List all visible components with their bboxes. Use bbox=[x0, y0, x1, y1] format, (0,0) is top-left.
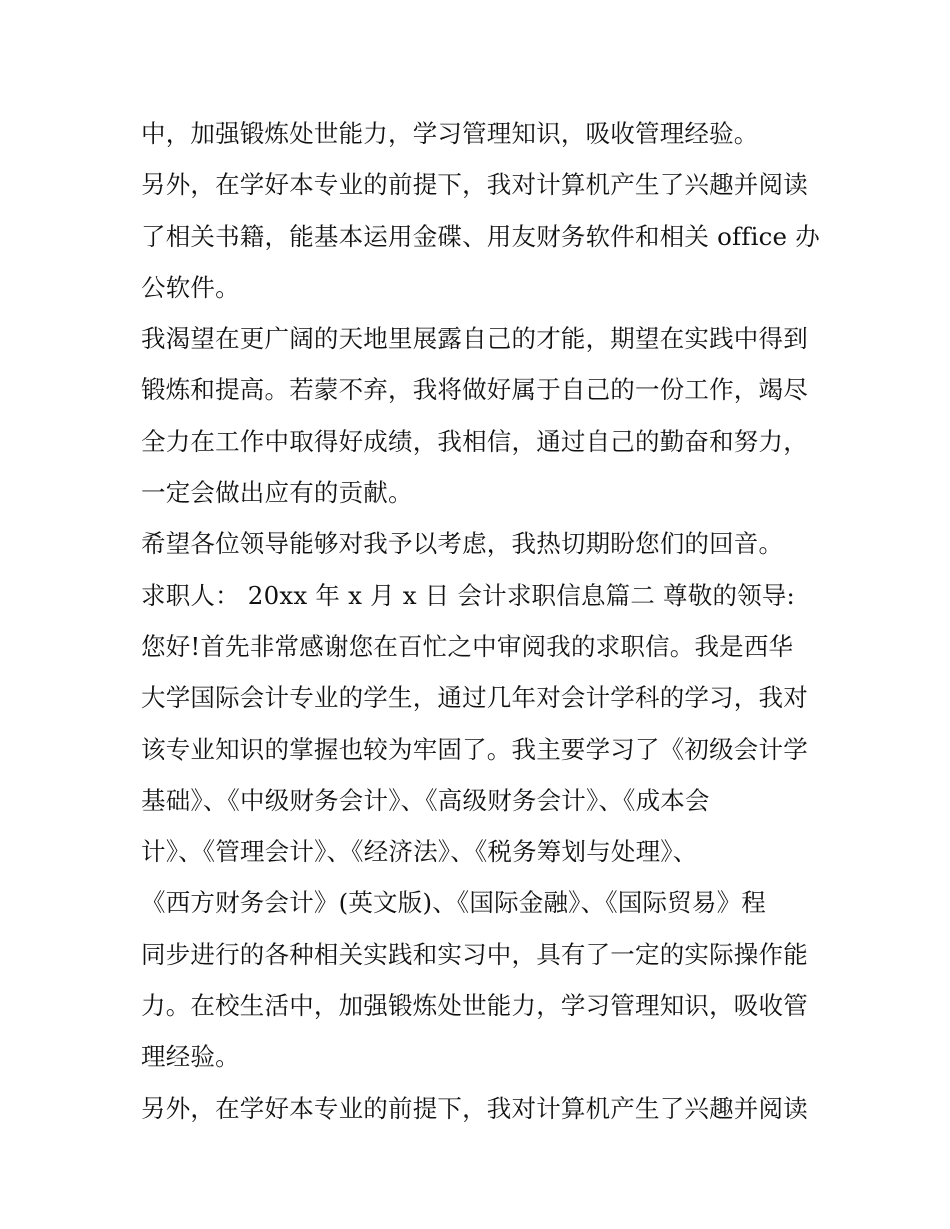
text-line: 另外，在学好本专业的前提下，我对计算机产生了兴趣并阅读 bbox=[141, 1093, 808, 1123]
text-line: 同步进行的各种相关实践和实习中，具有了一定的实际操作能 bbox=[141, 939, 808, 969]
document-body bbox=[141, 108, 821, 1134]
text-line: 大学国际会计专业的学生，通过几年对会计学科的学习，我对 bbox=[141, 683, 808, 713]
text-line: 中，加强锻炼处世能力，学习管理知识，吸收管理经验。 bbox=[141, 119, 759, 148]
text-line: 锻炼和提高。若蒙不弃，我将做好属于自己的一份工作，竭尽 bbox=[141, 375, 808, 405]
text-line: 您好!首先非常感谢您在百忙之中审阅我的求职信。我是西华 bbox=[141, 631, 794, 661]
text-line: 公软件。 bbox=[141, 272, 240, 302]
text-line: 一定会做出应有的贡献。 bbox=[141, 478, 413, 508]
text-line: 基础》、《中级财务会计》、《高级财务会计》、《成本会 bbox=[141, 785, 710, 815]
text-line: 全力在工作中取得好成绩，我相信，通过自己的勤奋和努力， bbox=[141, 426, 808, 456]
text-line: 力。在校生活中，加强锻炼处世能力，学习管理知识，吸收管 bbox=[141, 991, 808, 1021]
text-line: 了相关书籍，能基本运用金碟、用友财务软件和相关 office 办 bbox=[141, 221, 820, 251]
text-line: 求职人： 20xx 年 x 月 x 日 会计求职信息篇二 尊敬的领导: bbox=[141, 580, 795, 610]
text-line: 该专业知识的掌握也较为牢固了。我主要学习了《初级会计学 bbox=[141, 734, 808, 764]
text-line: 希望各位领导能够对我予以考虑，我热切期盼您们的回音。 bbox=[141, 529, 784, 559]
text-line: 另外，在学好本专业的前提下，我对计算机产生了兴趣并阅读 bbox=[141, 170, 808, 200]
text-line: 计》、《管理会计》、《经济法》、《税务筹划与处理》、 bbox=[141, 837, 698, 867]
text-line: 理经验。 bbox=[141, 1042, 240, 1072]
text-line: 《西方财务会计》(英文版)、《国际金融》、《国际贸易》程 bbox=[141, 888, 766, 918]
text-line: 我渴望在更广阔的天地里展露自己的才能，期望在实践中得到 bbox=[141, 324, 808, 354]
